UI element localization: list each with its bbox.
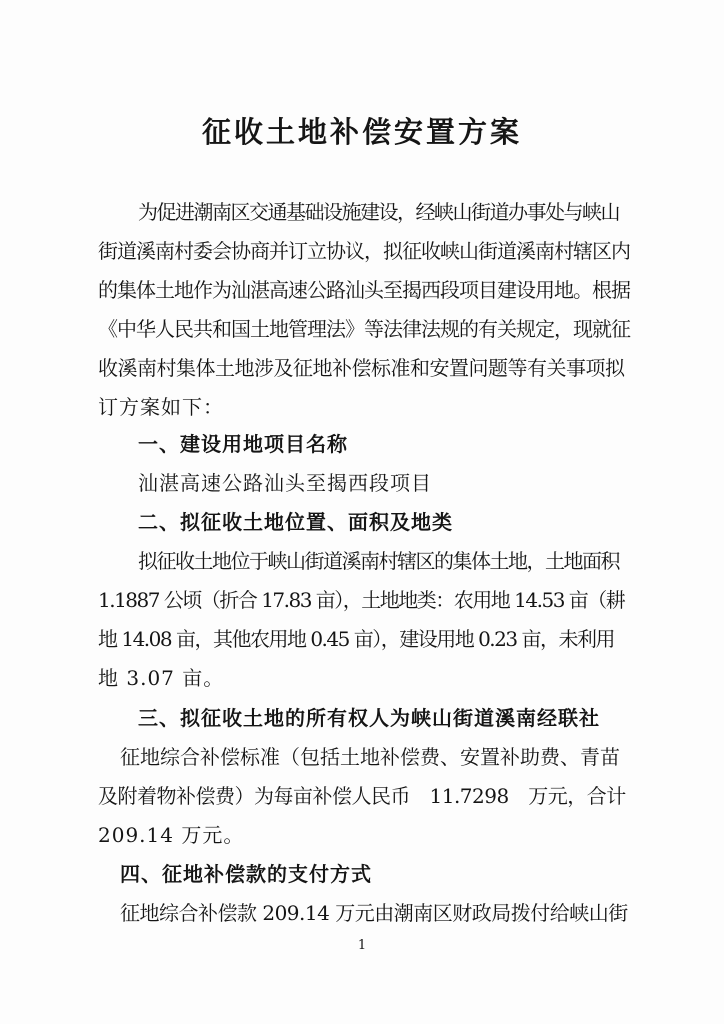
intro-line-3: 的集体土地作为汕湛高速公路汕头至揭西段项目建设用地。根据 <box>98 278 630 302</box>
document-title: 征收土地补偿安置方案 <box>201 115 522 149</box>
section-2-heading: 二、拟征收土地位置、面积及地类 <box>138 510 453 534</box>
section-3-heading: 三、拟征收土地的所有权人为峡山街道溪南经联社 <box>138 706 600 730</box>
section-2-line-1: 拟征收土地位于峡山街道溪南村辖区的集体土地，土地面积 <box>138 549 619 573</box>
section-2-line-2: 1.1887 公顷（折合 17.83 亩），土地地类：农用地 14.53 亩（耕 <box>98 588 625 612</box>
section-3-line-2: 及附着物补偿费）为每亩补偿人民币 11.7298 万元，合计 <box>98 784 626 808</box>
section-1-heading: 一、建设用地项目名称 <box>138 432 348 456</box>
section-3-line-1: 征地综合补偿标准（包括土地补偿费、安置补助费、青苗 <box>120 745 620 769</box>
section-4-heading: 四、征地补偿款的支付方式 <box>120 862 372 886</box>
section-2-line-4: 地 3.07 亩。 <box>98 666 225 690</box>
section-3-line-3: 209.14 万元。 <box>98 823 245 847</box>
page-number: 1 <box>357 938 367 953</box>
section-2-line-3: 地 14.08 亩，其他农用地 0.45 亩），建设用地 0.23 亩，未利用 <box>98 627 614 651</box>
intro-line-1: 为促进潮南区交通基础设施建设，经峡山街道办事处与峡山 <box>138 200 619 224</box>
section-4-line-1: 征地综合补偿款 209.14 万元由潮南区财政局拨付给峡山街 <box>120 901 628 925</box>
intro-line-5: 收溪南村集体土地涉及征地补偿标准和安置问题等有关事项拟 <box>98 356 625 380</box>
intro-line-2: 街道溪南村委会协商并订立协议，拟征收峡山街道溪南村辖区内 <box>98 239 630 263</box>
section-1-line-1: 汕湛高速公路汕头至揭西段项目 <box>138 471 432 495</box>
intro-line-4: 《中华人民共和国土地管理法》等法律法规的有关规定，现就征 <box>98 317 630 341</box>
intro-line-6: 订方案如下： <box>98 395 224 419</box>
